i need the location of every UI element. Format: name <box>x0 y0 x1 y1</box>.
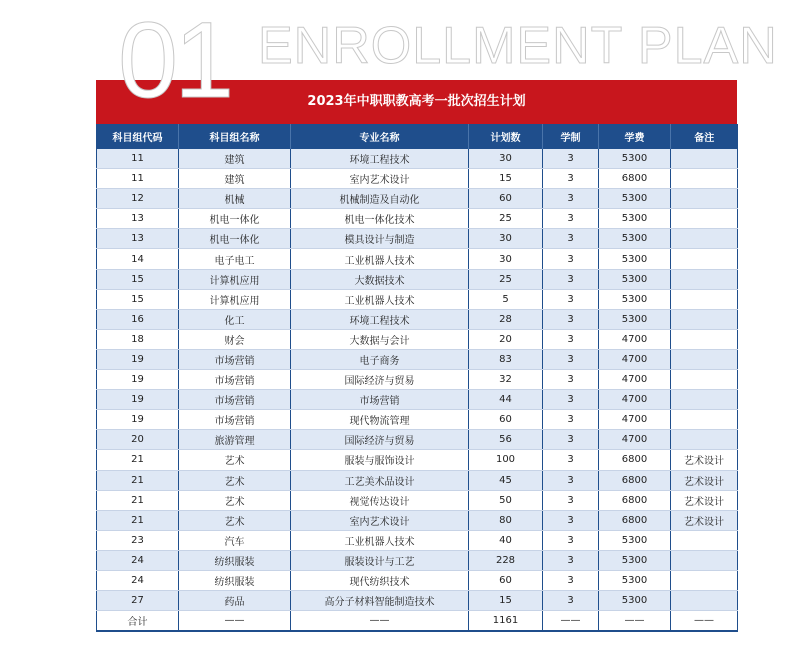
cell-subject-name: 纺织服装 <box>179 570 291 590</box>
cell-plan-count: 5 <box>469 289 543 309</box>
cell-subject-code: 11 <box>97 149 179 169</box>
cell-major-name: 大数据与会计 <box>291 329 469 349</box>
table-row <box>97 229 738 249</box>
header-plan-count: 计划数 <box>469 124 543 149</box>
total-cell-duration: —— <box>543 611 599 632</box>
cell-tuition: 4700 <box>599 370 671 390</box>
cell-subject-name: 市场营销 <box>179 370 291 390</box>
table-row <box>97 329 738 349</box>
total-cell-subject-code: 合计 <box>97 611 179 632</box>
total-row <box>97 611 738 632</box>
cell-duration: 3 <box>543 470 599 490</box>
cell-tuition: 5300 <box>599 570 671 590</box>
cell-remarks <box>671 169 738 189</box>
cell-plan-count: 25 <box>469 269 543 289</box>
cell-subject-name: 建筑 <box>179 169 291 189</box>
cell-subject-code: 19 <box>97 390 179 410</box>
table-row <box>97 430 738 450</box>
cell-duration: 3 <box>543 149 599 169</box>
cell-duration: 3 <box>543 530 599 550</box>
total-cell-plan-count: 1161 <box>469 611 543 632</box>
header-subject-code: 科目组代码 <box>97 124 179 149</box>
cell-plan-count: 100 <box>469 450 543 470</box>
cell-duration: 3 <box>543 189 599 209</box>
cell-major-name: 电子商务 <box>291 349 469 369</box>
cell-tuition: 6800 <box>599 510 671 530</box>
cell-subject-code: 14 <box>97 249 179 269</box>
table-row <box>97 249 738 269</box>
cell-plan-count: 60 <box>469 570 543 590</box>
cell-remarks <box>671 209 738 229</box>
cell-major-name: 大数据技术 <box>291 269 469 289</box>
cell-tuition: 6800 <box>599 490 671 510</box>
cell-remarks <box>671 269 738 289</box>
cell-remarks <box>671 289 738 309</box>
table-row <box>97 510 738 530</box>
table-row <box>97 189 738 209</box>
cell-major-name: 现代物流管理 <box>291 410 469 430</box>
cell-plan-count: 28 <box>469 309 543 329</box>
cell-subject-code: 21 <box>97 510 179 530</box>
cell-subject-name: 市场营销 <box>179 349 291 369</box>
table-header-row <box>97 124 738 149</box>
enrollment-table <box>96 124 738 632</box>
cell-duration: 3 <box>543 390 599 410</box>
cell-remarks <box>671 570 738 590</box>
table-row <box>97 309 738 329</box>
cell-tuition: 4700 <box>599 430 671 450</box>
cell-major-name: 环境工程技术 <box>291 149 469 169</box>
cell-subject-name: 计算机应用 <box>179 269 291 289</box>
table-row <box>97 149 738 169</box>
cell-subject-name: 机械 <box>179 189 291 209</box>
table-title: 2023年中职职教高考一批次招生计划 <box>307 94 526 109</box>
cell-remarks <box>671 410 738 430</box>
cell-remarks <box>671 390 738 410</box>
cell-subject-name: 电子电工 <box>179 249 291 269</box>
cell-duration: 3 <box>543 229 599 249</box>
cell-major-name: 视觉传达设计 <box>291 490 469 510</box>
table-row <box>97 591 738 611</box>
cell-remarks <box>671 550 738 570</box>
cell-subject-name: 艺术 <box>179 470 291 490</box>
cell-major-name: 国际经济与贸易 <box>291 430 469 450</box>
cell-major-name: 工业机器人技术 <box>291 249 469 269</box>
cell-remarks <box>671 329 738 349</box>
cell-subject-code: 12 <box>97 189 179 209</box>
cell-tuition: 5300 <box>599 249 671 269</box>
table-row <box>97 169 738 189</box>
cell-subject-code: 23 <box>97 530 179 550</box>
cell-subject-code: 18 <box>97 329 179 349</box>
header-subject-name: 科目组名称 <box>179 124 291 149</box>
cell-remarks <box>671 189 738 209</box>
cell-subject-name: 艺术 <box>179 450 291 470</box>
table-row <box>97 450 738 470</box>
cell-plan-count: 228 <box>469 550 543 570</box>
cell-tuition: 4700 <box>599 410 671 430</box>
cell-plan-count: 83 <box>469 349 543 369</box>
cell-plan-count: 50 <box>469 490 543 510</box>
cell-major-name: 工艺美术品设计 <box>291 470 469 490</box>
cell-duration: 3 <box>543 550 599 570</box>
cell-subject-name: 汽车 <box>179 530 291 550</box>
cell-tuition: 5300 <box>599 229 671 249</box>
cell-subject-code: 21 <box>97 450 179 470</box>
cell-subject-code: 24 <box>97 550 179 570</box>
cell-major-name: 室内艺术设计 <box>291 169 469 189</box>
table-row <box>97 470 738 490</box>
cell-major-name: 机电一体化技术 <box>291 209 469 229</box>
cell-remarks <box>671 370 738 390</box>
cell-subject-name: 财会 <box>179 329 291 349</box>
total-cell-tuition: —— <box>599 611 671 632</box>
cell-duration: 3 <box>543 570 599 590</box>
cell-remarks <box>671 349 738 369</box>
cell-duration: 3 <box>543 510 599 530</box>
table-row <box>97 490 738 510</box>
cell-subject-code: 27 <box>97 591 179 611</box>
header-duration: 学制 <box>543 124 599 149</box>
cell-duration: 3 <box>543 591 599 611</box>
cell-subject-code: 13 <box>97 229 179 249</box>
cell-subject-name: 计算机应用 <box>179 289 291 309</box>
header-major-name: 专业名称 <box>291 124 469 149</box>
cell-subject-code: 11 <box>97 169 179 189</box>
cell-plan-count: 60 <box>469 410 543 430</box>
cell-subject-code: 24 <box>97 570 179 590</box>
cell-subject-name: 市场营销 <box>179 410 291 430</box>
cell-subject-code: 19 <box>97 370 179 390</box>
cell-tuition: 6800 <box>599 470 671 490</box>
cell-duration: 3 <box>543 169 599 189</box>
cell-plan-count: 25 <box>469 209 543 229</box>
total-cell-major-name: —— <box>291 611 469 632</box>
total-cell-remarks: —— <box>671 611 738 632</box>
table-body <box>97 149 738 631</box>
cell-plan-count: 15 <box>469 169 543 189</box>
cell-subject-name: 纺织服装 <box>179 550 291 570</box>
table-row <box>97 390 738 410</box>
cell-duration: 3 <box>543 249 599 269</box>
cell-major-name: 模具设计与制造 <box>291 229 469 249</box>
cell-plan-count: 30 <box>469 249 543 269</box>
cell-remarks: 艺术设计 <box>671 450 738 470</box>
cell-subject-name: 艺术 <box>179 490 291 510</box>
cell-tuition: 5300 <box>599 289 671 309</box>
cell-tuition: 5300 <box>599 591 671 611</box>
cell-subject-code: 15 <box>97 269 179 289</box>
cell-major-name: 服装设计与工艺 <box>291 550 469 570</box>
header-remarks: 备注 <box>671 124 738 149</box>
cell-subject-code: 13 <box>97 209 179 229</box>
cell-remarks <box>671 591 738 611</box>
cell-major-name: 国际经济与贸易 <box>291 370 469 390</box>
cell-subject-code: 16 <box>97 309 179 329</box>
cell-remarks <box>671 229 738 249</box>
cell-major-name: 市场营销 <box>291 390 469 410</box>
cell-subject-name: 艺术 <box>179 510 291 530</box>
cell-duration: 3 <box>543 289 599 309</box>
cell-tuition: 5300 <box>599 309 671 329</box>
cell-subject-name: 机电一体化 <box>179 229 291 249</box>
cell-plan-count: 80 <box>469 510 543 530</box>
cell-remarks: 艺术设计 <box>671 470 738 490</box>
cell-subject-code: 15 <box>97 289 179 309</box>
cell-subject-name: 机电一体化 <box>179 209 291 229</box>
section-number: 01 <box>118 0 231 120</box>
cell-plan-count: 30 <box>469 149 543 169</box>
cell-major-name: 室内艺术设计 <box>291 510 469 530</box>
cell-tuition: 5300 <box>599 209 671 229</box>
cell-duration: 3 <box>543 329 599 349</box>
cell-duration: 3 <box>543 349 599 369</box>
cell-subject-name: 建筑 <box>179 149 291 169</box>
cell-subject-code: 19 <box>97 349 179 369</box>
cell-duration: 3 <box>543 309 599 329</box>
header-tuition: 学费 <box>599 124 671 149</box>
cell-tuition: 5300 <box>599 530 671 550</box>
cell-subject-code: 20 <box>97 430 179 450</box>
cell-major-name: 工业机器人技术 <box>291 530 469 550</box>
cell-remarks <box>671 309 738 329</box>
cell-major-name: 工业机器人技术 <box>291 289 469 309</box>
table-row <box>97 289 738 309</box>
total-cell-subject-name: —— <box>179 611 291 632</box>
cell-tuition: 5300 <box>599 269 671 289</box>
cell-subject-name: 旅游管理 <box>179 430 291 450</box>
cell-tuition: 5300 <box>599 550 671 570</box>
cell-duration: 3 <box>543 450 599 470</box>
cell-tuition: 4700 <box>599 349 671 369</box>
cell-duration: 3 <box>543 209 599 229</box>
cell-duration: 3 <box>543 269 599 289</box>
cell-subject-name: 化工 <box>179 309 291 329</box>
cell-remarks <box>671 430 738 450</box>
table-row <box>97 570 738 590</box>
table-row <box>97 530 738 550</box>
cell-tuition: 4700 <box>599 390 671 410</box>
cell-plan-count: 60 <box>469 189 543 209</box>
table-row <box>97 349 738 369</box>
cell-plan-count: 32 <box>469 370 543 390</box>
table-row <box>97 370 738 390</box>
cell-remarks <box>671 249 738 269</box>
cell-plan-count: 45 <box>469 470 543 490</box>
cell-duration: 3 <box>543 370 599 390</box>
cell-remarks <box>671 149 738 169</box>
cell-duration: 3 <box>543 490 599 510</box>
cell-plan-count: 15 <box>469 591 543 611</box>
cell-major-name: 高分子材料智能制造技术 <box>291 591 469 611</box>
table-row <box>97 269 738 289</box>
cell-tuition: 5300 <box>599 149 671 169</box>
section-heading: ENROLLMENT PLAN <box>258 17 778 75</box>
cell-plan-count: 44 <box>469 390 543 410</box>
cell-plan-count: 40 <box>469 530 543 550</box>
cell-plan-count: 20 <box>469 329 543 349</box>
cell-major-name: 环境工程技术 <box>291 309 469 329</box>
cell-major-name: 现代纺织技术 <box>291 570 469 590</box>
table-row <box>97 410 738 430</box>
cell-subject-code: 21 <box>97 490 179 510</box>
cell-subject-name: 药品 <box>179 591 291 611</box>
cell-duration: 3 <box>543 410 599 430</box>
cell-tuition: 5300 <box>599 189 671 209</box>
cell-duration: 3 <box>543 430 599 450</box>
cell-subject-name: 市场营销 <box>179 390 291 410</box>
cell-tuition: 6800 <box>599 169 671 189</box>
table-row <box>97 209 738 229</box>
cell-tuition: 4700 <box>599 329 671 349</box>
cell-major-name: 机械制造及自动化 <box>291 189 469 209</box>
cell-tuition: 6800 <box>599 450 671 470</box>
cell-remarks: 艺术设计 <box>671 510 738 530</box>
cell-plan-count: 30 <box>469 229 543 249</box>
cell-subject-code: 19 <box>97 410 179 430</box>
cell-remarks <box>671 530 738 550</box>
cell-subject-code: 21 <box>97 470 179 490</box>
cell-remarks: 艺术设计 <box>671 490 738 510</box>
cell-major-name: 服装与服饰设计 <box>291 450 469 470</box>
cell-plan-count: 56 <box>469 430 543 450</box>
table-row <box>97 550 738 570</box>
